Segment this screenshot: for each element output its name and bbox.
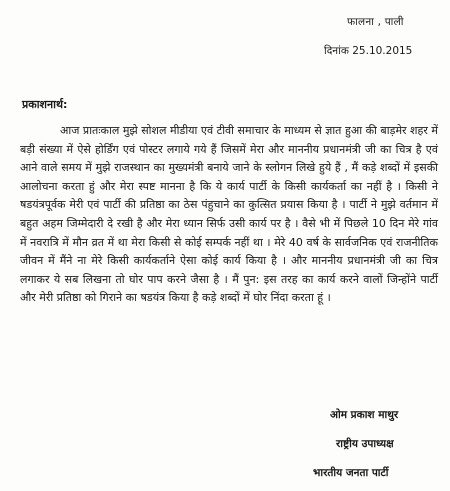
letter-body: आज प्रातःकाल मुझे सोशल मीडीया एवं टीवी समाचार के माध्यम से ज्ञात हुआ की बाड़मेर शहर में बड़ी संख्या में ऐसे होर्डिंग एवं पोस्टर लगाये गये हैं जिसमें मेरा और माननीय प्रधानमंत्री जी का चित्र है एवं आने वाले समय में मुझे राजस्थान का मुख्यमंत्री बनाये जाने के स्लोगन लिखे हुये हैं , मैं कड़े शब्दों में इसकी आलोचना करता हुं और मेरा स्पष्ट मानना है कि ये कार्य पार्टी के किसी कार्यकर्ता का नहीं है । किसी ने षडयंत्रपूर्वक मेरी एवं पार्टी की प्रतिष्ठा का ठेस पंहुचाने का कुत्सित प्रयास किया है । पार्टी ने मुझे वर्तमान में बहुत अहम जिम्मेदारी दे रखी है और मेरा ध्यान सिर्फ उसी कार्य पर है । वैसे भी में पिछले 10 दिन मेरे गांव में नवरात्रि में मौन व्रत में था मेरा किसी से कोई सम्पर्क नहीं था । मेरे 40 वर्ष के सार्वजनिक एवं राजनीतिक जीवन में मैंने ना मेरे किसी कार्यकर्ताने ऐसा कोई कार्य किया है । और माननीय प्रधानमंत्री जी का चित्र लगाकर ये सब लिखना तो घोर पाप करने जैसा है । मैं पुन: इस तरह का कार्य करने वालों जिन्होंने पार्टी और मेरी प्रतिष्ठा को गिराने का षडयंत्र किया है कड़े शब्दों में घोर निंदा करता हूं ।	[20, 124, 438, 305]
signatory-title: राष्ट्रीय उपाध्यक्ष	[336, 438, 394, 450]
signatory-name: ओम प्रकाश माथुर	[330, 409, 399, 421]
place-line: फालना , पाली	[347, 16, 404, 28]
date-line: दिनांक 25.10.2015	[324, 45, 413, 57]
signatory-party: भारतीय जनता पार्टी	[313, 467, 389, 479]
salutation: प्रकाशनार्थ:	[22, 98, 68, 111]
